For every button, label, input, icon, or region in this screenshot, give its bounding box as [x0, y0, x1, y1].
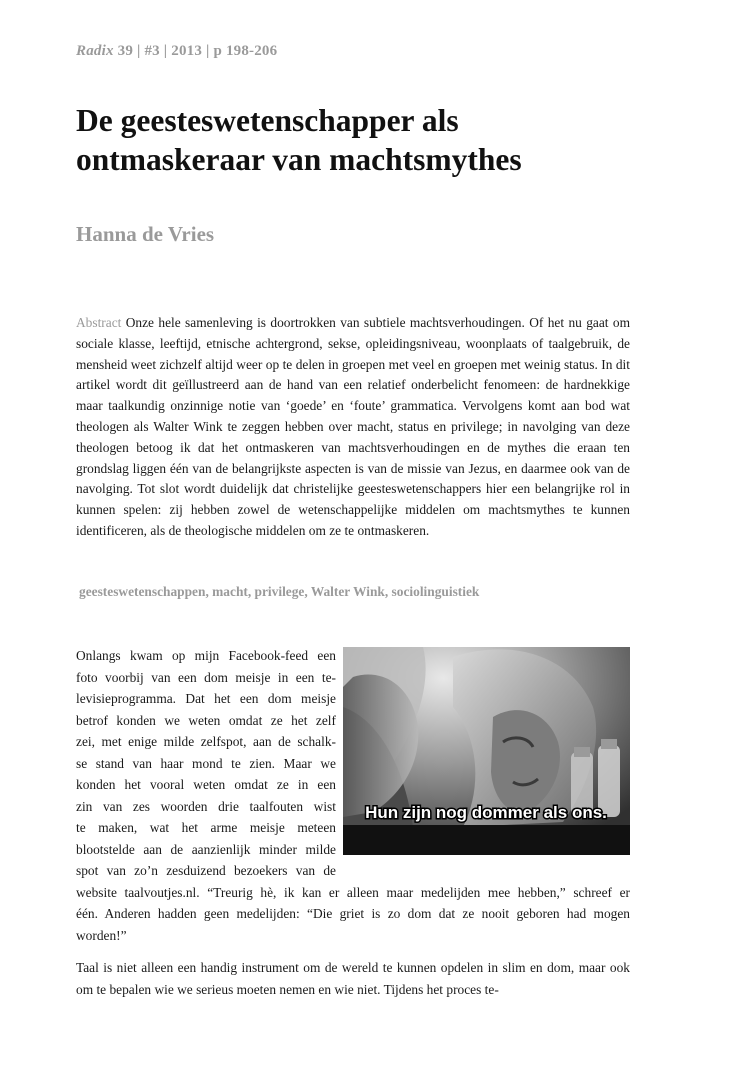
body-line: te maken, wat het arme meisje meteen: [76, 820, 336, 835]
journal-citation: 39 | #3 | 2013 | p 198-206: [113, 43, 278, 59]
keywords: geesteswetenschappen, macht, privilege, Walter Wink, sociolinguistiek: [79, 584, 480, 599]
body-line: konden het vooral weten omdat ze in een: [76, 777, 336, 792]
article-title: De geesteswetenschapper als ontmaskeraar van machtsmythes: [76, 103, 522, 177]
abstract-text: Onze hele samenleving is doortrokken van subtiele machtsverhoudingen. Of het nu gaat om sociale klasse, leeftijd, etnische achtergrond, sekse, opleidingsniveau, woonplaats of taalgebruik, de mensheid weet zichzelf altijd weer op te delen in groepen met veel en groepen met weinig status. In dit artikel wordt dit geïllustreerd aan de hand van een relatief onderbelicht fenomeen: de hardnekkige maar taalkundig onzinnige notie van ‘goede’ en ‘foute’ grammatica. Vervolgens komt aan bod wat theologen als Walter Wink te zeggen hebben over macht, status en privilege; in navolging van deze theologen betoog ik dat het ontmaskeren van machtsverhoudingen en de mythes die eraan ten grondslag liggen één van de belangrijkste aspecten is van de missie van Jezus, en daarmee ook van de navolging. Tot slot wordt duidelijk dat christelijke geesteswetenschappers hier een belangrijke rol in kunnen spelen: zij hebben zowel de wetenschappelijke middelen om machtsmythes te kunnen identificeren, als de theologische middelen om ze te ontmaskeren.: [76, 315, 630, 538]
body-line: website taalvoutjes.nl. “Treurig hè, ik kan er alleen maar medelijden mee hebben,” schreef er: [76, 884, 630, 900]
journal-name: Radix: [76, 43, 114, 59]
journal-header: [76, 43, 277, 60]
body-line: levisieprogramma. Dat het een dom meisje: [76, 691, 336, 706]
body-paragraph-1: [76, 645, 630, 946]
body-line: maar ook om te bepalen wie we serieus moeten nemen en wie niet. Tijdens het proces te-: [76, 960, 630, 997]
body-line: foto voorbij van een dom meisje in een te-: [76, 669, 336, 685]
body-line: zin van zes woorden drie taalfouten wist: [76, 798, 336, 814]
photo-caption: Hun zijn nog dommer als ons.: [365, 803, 607, 822]
body-line: één. Anderen hadden geen medelijden: “Die griet is zo dom dat ze nooit geboren had mogen: [76, 906, 630, 921]
abstract: [76, 313, 630, 542]
body-line: zei, met enige milde zelfspot, aan de schalk-: [76, 734, 336, 749]
body-paragraph-2: [76, 957, 630, 1000]
body-line: spot van zo’n zesduizend bezoekers van de: [76, 863, 336, 878]
body-line: Onlangs kwam op mijn Facebook-feed een: [76, 648, 336, 663]
body-line: Taal is niet alleen een handig instrument om de wereld te kunnen opdelen in slim en dom,: [76, 960, 575, 975]
body-line: betrof konden we weten omdat ze het zelf: [76, 712, 336, 728]
abstract-label: Abstract: [76, 315, 122, 330]
article-author: Hanna de Vries: [76, 222, 215, 246]
body-line: se stand van haar mond te zien. Maar we: [76, 755, 336, 771]
body-line: worden!”: [76, 927, 127, 943]
body-line: blootstelde aan de aanzienlijk minder milde: [76, 841, 336, 857]
